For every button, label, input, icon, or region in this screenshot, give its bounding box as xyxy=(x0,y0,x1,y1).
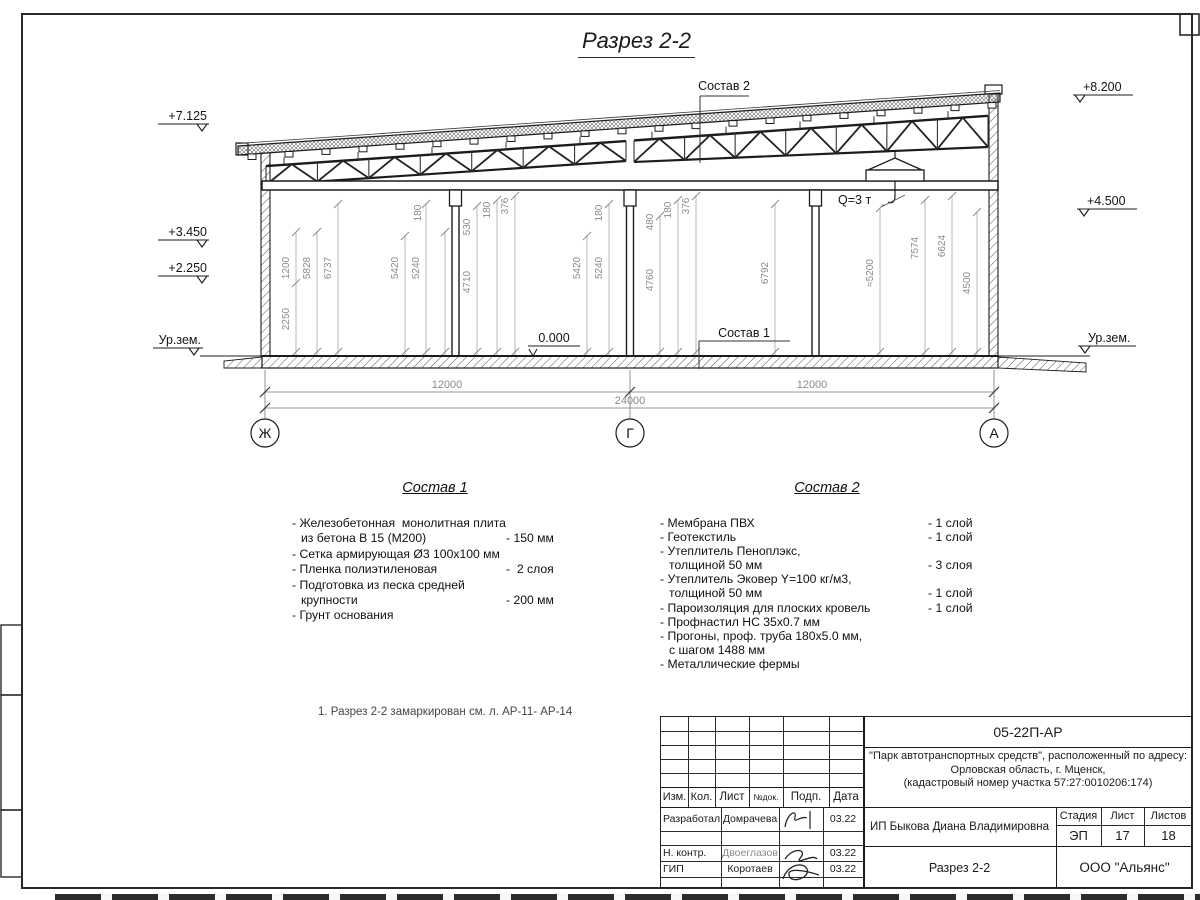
corner-mark-box xyxy=(1180,14,1199,35)
composition-row xyxy=(660,615,994,629)
composition-row xyxy=(660,629,994,643)
col-ndok: №док. xyxy=(753,792,779,802)
layer-name: с шагом 1488 мм xyxy=(669,642,766,657)
sheet-number: 17 xyxy=(1115,828,1130,843)
layer-value: - 3 слоя xyxy=(928,558,973,573)
project-line-3: (кадастровый номер участка 57:27:0010206:174) xyxy=(903,777,1153,789)
svg-text:12000: 12000 xyxy=(796,379,828,391)
svg-text:480: 480 xyxy=(645,213,656,231)
layer-value xyxy=(928,615,994,629)
layer-name: крупности xyxy=(301,593,358,608)
svg-text:376: 376 xyxy=(500,197,511,215)
layer-name: - Подготовка из песка средней xyxy=(292,577,465,592)
elevation-label: +3.450 xyxy=(168,225,207,239)
composition-2-rows xyxy=(660,516,994,671)
name-developer: Домрачева xyxy=(722,813,778,825)
composition-row xyxy=(660,544,994,558)
axis-letter: Г xyxy=(626,425,634,441)
composition-2-heading: Состав 2 xyxy=(794,480,860,496)
titleblock xyxy=(660,716,1192,888)
layer-value: - 150 мм xyxy=(506,531,554,546)
composition-row xyxy=(660,643,994,657)
composition-row xyxy=(292,547,578,562)
layer-value xyxy=(928,657,994,671)
layer-value xyxy=(928,643,994,657)
project-line-2: Орловская область, г. Мценск, xyxy=(950,763,1106,776)
svg-text:4760: 4760 xyxy=(645,268,656,292)
client-name: ИП Быкова Диана Владимировна xyxy=(869,820,1050,833)
svg-text:1200: 1200 xyxy=(281,256,292,280)
project-description xyxy=(863,750,1193,791)
roof-membrane-line xyxy=(238,91,1000,144)
layer-name: - Геотекстиль xyxy=(660,530,737,545)
svg-text:2250: 2250 xyxy=(281,307,292,331)
layer-name: - Утеплитель Пеноплэкс, xyxy=(660,544,801,559)
composition-row xyxy=(660,530,994,544)
layer-value xyxy=(506,547,578,562)
layer-value xyxy=(928,572,994,586)
layer-value: - 1 слой xyxy=(928,600,973,615)
layer-name: толщиной 50 мм xyxy=(669,558,763,573)
svg-text:4710: 4710 xyxy=(462,270,473,294)
sheets-total: 18 xyxy=(1161,828,1176,843)
layer-name: - Сетка армирующая Ø3 100х100 мм xyxy=(292,546,500,561)
layer-name: - Профнастил НС 35х0.7 мм xyxy=(660,614,821,629)
col-izm: Изм. xyxy=(662,791,687,803)
role-ncontrol: Н. контр. xyxy=(663,847,707,859)
stage-value: ЭП xyxy=(1069,828,1088,843)
svg-text:376: 376 xyxy=(681,197,692,215)
drawing-title: Разрез 2-2 xyxy=(578,28,695,58)
layer-name: - Грунт основания xyxy=(292,608,394,623)
layer-value: - 200 мм xyxy=(506,593,554,608)
floor-slab xyxy=(262,356,998,368)
ground-level-label: Ур.зем. xyxy=(1088,331,1131,345)
elevation-label: +2.250 xyxy=(168,261,207,275)
layer-name: из бетона В 15 (М200) xyxy=(301,531,427,546)
right-apron xyxy=(998,357,1086,372)
svg-text:4500: 4500 xyxy=(962,271,973,295)
axis-letter: А xyxy=(989,425,999,441)
svg-text:24000: 24000 xyxy=(614,395,646,407)
layer-value xyxy=(506,578,578,593)
svg-text:180: 180 xyxy=(482,201,493,219)
layer-value xyxy=(506,516,578,531)
name-ncontrol: Двоеглазов xyxy=(722,847,778,859)
date-gip: 03.22 xyxy=(829,863,857,875)
left-margin-boxes xyxy=(1,625,22,877)
composition-row xyxy=(660,586,994,600)
layer-name: - Прогоны, проф. труба 180х5.0 мм, xyxy=(660,628,863,643)
composition-row xyxy=(292,593,578,608)
layer-value: - 1 слой xyxy=(928,530,973,545)
right-wall xyxy=(989,94,998,356)
svg-text:≈5200: ≈5200 xyxy=(865,259,876,287)
role-gip: ГИП xyxy=(663,863,684,875)
composition-1-heading: Состав 1 xyxy=(402,480,468,496)
svg-text:180: 180 xyxy=(594,204,605,222)
col-kol: Кол. xyxy=(690,791,713,803)
layer-value xyxy=(506,608,578,623)
layer-value xyxy=(928,629,994,643)
svg-text:180: 180 xyxy=(663,201,674,219)
drawing-name: Разрез 2-2 xyxy=(928,860,991,875)
svg-text:5240: 5240 xyxy=(411,256,422,280)
composition-row xyxy=(292,531,578,546)
zero-level-label: 0.000 xyxy=(538,331,570,345)
col-podp: Подп. xyxy=(790,791,822,803)
project-line-1: "Парк автотранспортных средств", расположенный по адресу: xyxy=(869,750,1187,762)
composition-row xyxy=(660,558,994,572)
layer-name: - Металлические фермы xyxy=(660,656,800,671)
date-ncontrol: 03.22 xyxy=(829,847,857,859)
layer-name: - Мембрана ПВХ xyxy=(660,516,755,530)
left-apron xyxy=(224,357,262,368)
crane-capacity-label: Q=3 т xyxy=(838,193,872,207)
elevation-label: +7.125 xyxy=(168,109,207,123)
composition-row xyxy=(292,516,578,531)
svg-text:530: 530 xyxy=(462,218,473,236)
signature-gip xyxy=(777,845,825,889)
date-developer: 03.22 xyxy=(829,813,857,825)
layer-value: - 1 слой xyxy=(928,586,973,601)
sostav1-callout: Состав 1 xyxy=(718,326,770,340)
svg-text:5240: 5240 xyxy=(594,256,605,280)
layer-value: - 2 слоя xyxy=(506,562,554,577)
ground-level-label: Ур.зем. xyxy=(158,333,201,347)
composition-2-list xyxy=(660,480,994,671)
elevation-label: +8.200 xyxy=(1083,80,1122,94)
svg-text:5420: 5420 xyxy=(390,256,401,280)
svg-text:5828: 5828 xyxy=(302,256,313,280)
doc-number: 05-22П-АР xyxy=(993,724,1063,740)
sheet-note: 1. Разрез 2-2 замаркирован см. л. АР-11- АР-14 xyxy=(318,706,573,718)
svg-text:12000: 12000 xyxy=(431,379,463,391)
layer-name: - Пароизоляция для плоских кровель xyxy=(660,600,871,615)
layer-name: толщиной 50 мм xyxy=(669,586,763,601)
composition-row xyxy=(292,562,578,577)
stage-label: Стадия xyxy=(1059,810,1098,822)
layer-value: - 1 слой xyxy=(928,516,973,530)
composition-row xyxy=(660,516,994,530)
hoist xyxy=(866,150,924,203)
sheet-label: Лист xyxy=(1110,810,1135,822)
scan-artifact-strip xyxy=(55,894,1200,900)
svg-text:5420: 5420 xyxy=(572,256,583,280)
layer-name: - Железобетонная монолитная плита xyxy=(292,516,506,530)
col-list: Лист xyxy=(719,791,745,803)
axis-letter: Ж xyxy=(258,425,272,441)
sheets-label: Листов xyxy=(1150,810,1187,822)
svg-text:6737: 6737 xyxy=(323,256,334,280)
composition-1-list xyxy=(292,480,578,624)
crane-beam xyxy=(262,181,998,190)
composition-row xyxy=(292,608,578,623)
composition-row xyxy=(292,578,578,593)
company-name: ООО "Альянс" xyxy=(1079,860,1170,875)
layer-name: - Пленка полиэтиленовая xyxy=(292,562,438,577)
role-developer: Разработал xyxy=(663,813,721,825)
svg-text:6792: 6792 xyxy=(760,261,771,285)
svg-text:7574: 7574 xyxy=(910,236,921,260)
generated-geometry xyxy=(248,103,999,419)
composition-row xyxy=(660,572,994,586)
name-gip: Коротаев xyxy=(727,863,773,875)
layer-value xyxy=(928,544,994,558)
layer-name: - Утеплитель Эковер Y=100 кг/м3, xyxy=(660,572,852,587)
svg-text:180: 180 xyxy=(413,204,424,222)
composition-row xyxy=(660,601,994,615)
signature-developer xyxy=(779,807,823,833)
composition-row xyxy=(660,657,994,671)
sostav2-callout: Состав 2 xyxy=(698,79,750,93)
col-data: Дата xyxy=(833,791,859,803)
svg-text:6624: 6624 xyxy=(937,234,948,258)
elevation-label: +4.500 xyxy=(1087,194,1126,208)
composition-1-rows xyxy=(292,516,578,624)
